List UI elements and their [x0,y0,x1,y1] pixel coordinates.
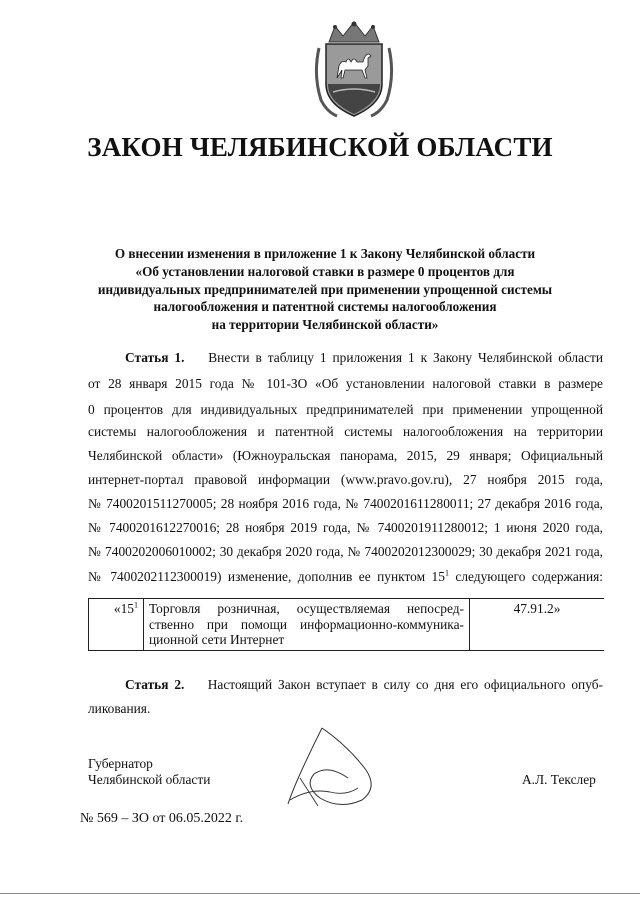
activity-line: Торговля розничная, осуществляемая непосред- [149,601,464,616]
article1-line: интернет-портал правовой информации (www.pravo.gov.ru), 27 ноября 2015 года, [88,472,603,487]
subtitle-line: налогообложения и патентной системы налогообложения [153,299,497,315]
article1-line: № 7400202006010002; 30 декабря 2020 года, № 7400202012300029; 30 декабря 2021 года, [88,544,603,559]
page-edge-line [0,893,640,894]
article1-line: системы налогообложения и патентной системы налогообложения на территории [88,424,603,439]
law-title: ЗАКОН ЧЕЛЯБИНСКОЙ ОБЛАСТИ [87,132,553,162]
article1-label: Статья 1. [125,350,185,365]
activity-line: ционной сети Интернет [149,632,285,647]
article2-line: ликования. [88,701,151,716]
table-cell-code: 47.91.2» [470,599,605,651]
article2-label: Статья 2. [125,677,185,692]
activity-line: ственно при помощи информационно-коммуника- [149,616,464,632]
signatory-name: А.Л. Текслер [522,772,596,787]
subtitle-line: на территории Челябинской области» [211,317,439,333]
law-subtitle [60,245,590,334]
position-line: Челябинской области [88,772,211,787]
table-cell-number: «$15^1$ [89,599,144,651]
article1-line: от 28 января 2015 года № 101-ЗО «Об установлении налоговой ставки в размере [88,376,603,391]
handwritten-signature [270,718,400,814]
law-number: № 569 – ЗО от 06.05.2022 г. [80,811,244,826]
subtitle-line: О внесении изменения в приложение 1 к Закону Челябинской области [114,246,536,261]
amendment-table [88,598,604,651]
point-superscript: 1 [444,568,449,578]
article1-line: № 7400201511270005; 28 ноября 2016 года, № 7400201611280011; 27 декабря 2016 года, [88,496,603,511]
signatory-position [88,756,210,788]
article1-first-line [125,349,603,366]
article2-text: Настоящий Закон вступает в силу со дня его официального опуб- [207,677,603,692]
article1-last-line [88,568,603,585]
article1-line: № 7400201612270016; 28 ноября 2019 года, № 7400201911280012; 1 июня 2020 года, [88,520,603,535]
article1-line: Челябинской области» (Южноуральская панорама, 2015, 29 января; Официальный [88,448,603,463]
article1-last-text-end: следующего содержания: [448,569,603,584]
coat-of-arms-emblem [313,20,395,122]
position-line: Губернатор [88,756,153,771]
article1-last-text: № 7400202112300019) изменение, дополнив ее пунктом 15 [88,569,445,584]
article1-text: Внести в таблицу 1 приложения 1 к Закону Челябинской области [208,350,603,365]
article1-line: 0 процентов для индивидуальных предпринимателей при применении упрощенной [88,402,603,417]
subtitle-line: индивидуальных предпринимателей при применении упрощенной системы [97,281,553,297]
table-row [89,599,605,651]
table-cell-activity [144,599,470,651]
subtitle-line: «Об установлении налоговой ставки в размере 0 процентов для [135,263,515,279]
article2-first-line [125,676,603,693]
